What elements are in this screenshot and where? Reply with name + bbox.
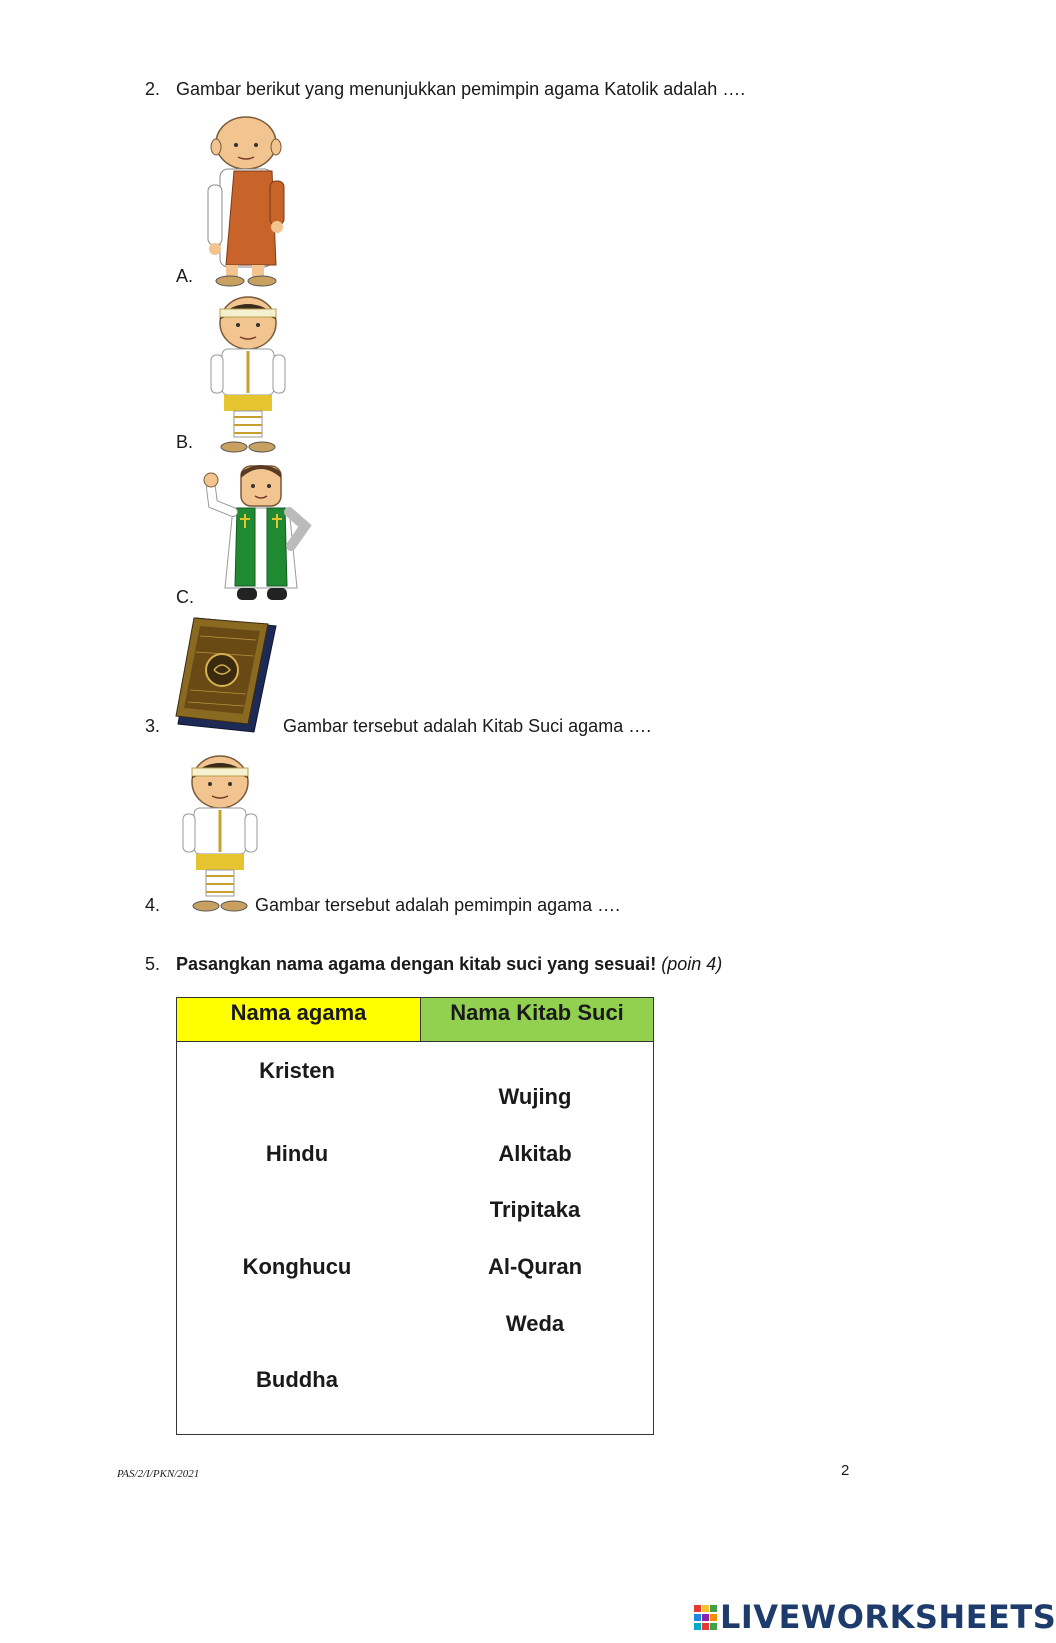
q2-option-a-label[interactable]: A. xyxy=(176,266,194,286)
q3-number: 3. xyxy=(145,716,161,736)
kitab-item[interactable]: Alkitab xyxy=(498,1141,572,1166)
agama-item[interactable]: Konghucu xyxy=(242,1254,352,1279)
q4-text: Gambar tersebut adalah pemimpin agama …. xyxy=(255,895,621,915)
q4-number: 4. xyxy=(145,895,161,915)
hindu-priest-figure xyxy=(180,752,260,917)
q2-option-c-label[interactable]: C. xyxy=(176,587,194,607)
buddhist-monk-figure xyxy=(204,115,289,290)
liveworksheets-logo-icon xyxy=(694,1605,718,1631)
kitab-item[interactable]: Al-Quran xyxy=(487,1254,583,1279)
catholic-priest-figure xyxy=(207,464,315,614)
brand-name[interactable]: LIVEWORKSHEETS xyxy=(720,1598,1056,1636)
q5-instruction: Pasangkan nama agama dengan kitab suci yang sesuai! xyxy=(176,954,657,974)
quran-book-figure xyxy=(176,616,282,734)
q5-points: (poin 4) xyxy=(661,954,723,974)
agama-item[interactable]: Hindu xyxy=(265,1141,329,1166)
footer-code: PAS/2/I/PKN/2021 xyxy=(117,1468,200,1480)
page-number: 2 xyxy=(841,1462,850,1479)
hindu-priest-figure xyxy=(208,293,288,458)
kitab-item[interactable]: Wujing xyxy=(498,1084,572,1109)
q2-number: 2. xyxy=(145,79,161,99)
agama-item[interactable]: Kristen xyxy=(259,1058,335,1083)
header-nama-kitab-suci: Nama Kitab Suci xyxy=(421,998,653,1042)
q3-text: Gambar tersebut adalah Kitab Suci agama …. xyxy=(283,716,652,736)
header-nama-agama: Nama agama xyxy=(177,998,421,1042)
q5-instruction-line xyxy=(176,954,722,975)
kitab-item[interactable]: Tripitaka xyxy=(489,1197,581,1222)
q5-number: 5. xyxy=(145,954,161,974)
q2-option-b-label[interactable]: B. xyxy=(176,432,194,452)
q2-text: Gambar berikut yang menunjukkan pemimpin agama Katolik adalah …. xyxy=(176,79,746,99)
matching-table xyxy=(176,997,654,1435)
agama-item[interactable]: Buddha xyxy=(256,1367,338,1392)
kitab-item[interactable]: Weda xyxy=(505,1311,565,1336)
